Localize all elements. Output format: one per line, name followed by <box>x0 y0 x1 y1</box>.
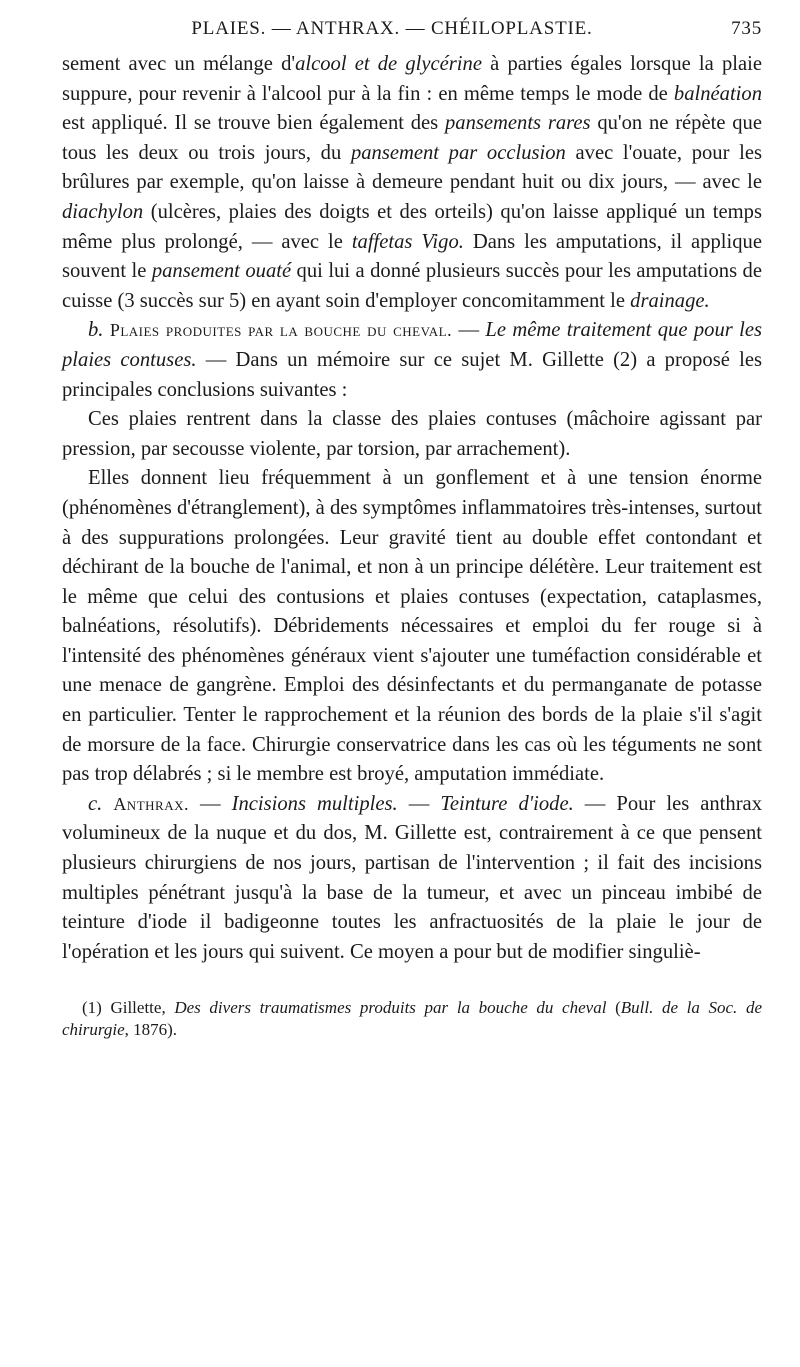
paragraph-continuation: sement avec un mélange d'alcool et de glycérine à parties égales lorsque la plaie suppure, pour revenir à l'alcool pur à la fin : en même temps le mode de balnéation est appliqué. Il se trouve bien également des pansements rares qu'on ne répète que tous les deux ou trois jours, du pansement par occlusion avec l'ouate, pour les brûlures par exemple, qu'on laisse à demeure pendant huit ou dix jours, — avec le diachylon (ulcères, plaies des doigts et des orteils) qu'on laisse appliqué un temps même plus prolongé, — avec le taffetas Vigo. Dans les amputations, il applique souvent le pansement ouaté qui lui a donné plusieurs succès pour les amputations de cuisse (3 succès sur 5) en ayant soin d'employer concomitamment le drainage. <box>62 53 762 312</box>
footnotes <box>62 997 762 1041</box>
paragraph-symptoms: Elles donnent lieu fréquemment à un gonflement et à une tension énorme (phénomènes d'étranglement), à des symptômes inflammatoires très-intenses, surtout à des suppurations prolongées. Leur gravité tient au double effet contondant et déchirant de la bouche de l'animal, et non à un principe délétère. Leur traitement est le même que celui des contusions et plaies contuses (expectation, cataplasmes, balnéations, résolutifs). Débridements nécessaires et emploi du fer rouge si à l'intensité des phénomènes généraux vient s'ajouter une tuméfaction considérable et une menace de gangrène. Emploi des désinfectants et du permanganate de potasse en particulier. Tenter le rapprochement et la réunion des bords de la plaie s'il s'agit de morsure de la face. Chirurgie conservatrice dans les cas où les téguments ne sont pas trop délabrés ; si le membre est broyé, amputation immédiate. <box>62 467 762 786</box>
footnote: (1) Gillette, Des divers traumatismes produits par la bouche du cheval (Bull. de la Soc. de chirurgie, 1876). <box>62 998 762 1040</box>
running-head <box>62 18 762 46</box>
running-title: PLAIES. — ANTHRAX. — CHÉILOPLASTIE. <box>191 18 593 39</box>
section-c-anthrax: c. Anthrax. — Incisions multiples. — Teinture d'iode. — Pour les anthrax volumineux de la nuque et du dos, M. Gillette est, contrairement à ce que pensent plusieurs chirurgiens de nos jours, partisan de l'intervention ; il fait des incisions multiples pénétrant jusqu'à la base de la tumeur, et avec un pinceau imbibé de teinture d'iode il badigeonne toutes les anfractuosités de la plaie le jour de l'opération et les jours qui suivent. Ce moyen a pour but de modifier singuliè- <box>62 792 762 963</box>
page-number: 735 <box>731 18 762 39</box>
paragraph-classification: Ces plaies rentrent dans la classe des plaies contuses (mâchoire agissant par pression, par secousse violente, par torsion, par arrachement). <box>62 408 762 460</box>
body-text <box>62 50 762 967</box>
section-b-heading: b. Plaies produites par la bouche du cheval. — Le même traitement que pour les plaies contuses. — Dans un mémoire sur ce sujet M. Gillette (2) a proposé les principales conclusions suivantes : <box>62 319 762 401</box>
